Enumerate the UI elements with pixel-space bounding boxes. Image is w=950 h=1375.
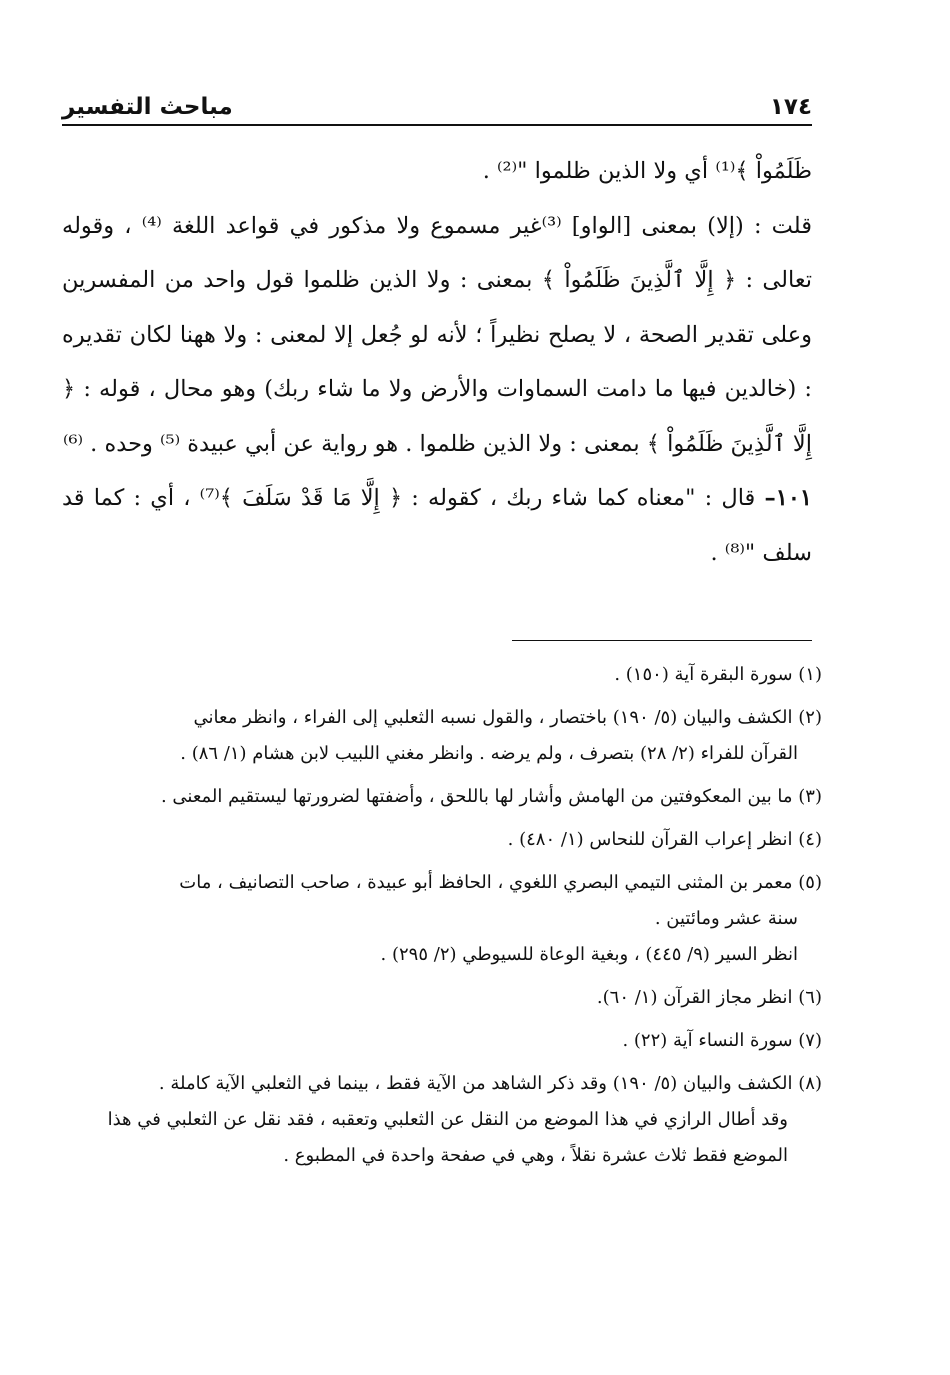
paragraph-101-text: قال : "معناه كما شاء ربك ، كقوله : ﴿ إِلَّا مَا قَدْ سَلَفَ ﴾⁽⁷⁾ ، أي : كما قد سلف "⁽⁸⁾ .	[62, 485, 812, 566]
paragraph-101	[62, 471, 812, 580]
footnote-2-line-2: القرآن للفراء (٢/ ٢٨) بتصرف ، ولم يرضه . وانظر مغني اللبيب لابن هشام (١/ ٨٦) .	[180, 743, 798, 764]
footnote-7: (٧) سورة النساء آية (٢٢) .	[622, 1030, 822, 1051]
main-text	[62, 144, 812, 580]
footnote-5-line-3: انظر السير (٩/ ٤٤٥) ، وبغية الوعاة للسيوطي (٢/ ٢٩٥) .	[380, 944, 798, 965]
footnote-5-line-2: سنة عشر ومائتين .	[654, 908, 798, 929]
footnote-1: (١) سورة البقرة آية (١٥٠) .	[614, 664, 822, 685]
footnote-5-line-1: (٥) معمر بن المثنى التيمي البصري اللغوي ، الحافظ أبو عبيدة ، صاحب التصانيف ، مات	[179, 872, 822, 893]
footnotes	[62, 657, 822, 1181]
paragraph-number: ١٠١–	[764, 485, 812, 511]
footnote-4: (٤) انظر إعراب القرآن للنحاس (١/ ٤٨٠) .	[507, 829, 822, 850]
footnote-separator	[512, 640, 812, 641]
footnote-8-line-3: الموضع فقط ثلاث عشرة نقلاً ، وهي في صفحة واحدة في المطبوع .	[283, 1145, 788, 1166]
footnote-3: (٣) ما بين المعكوفتين من الهامش وأشار لها باللحق ، وأضفتها لضرورتها ليستقيم المعنى .	[160, 786, 822, 807]
running-title: مباحث التفسير	[62, 94, 233, 120]
footnote-5	[62, 865, 822, 980]
text-line-continuation: ظَلَمُواْ ﴾⁽¹⁾ أي ولا الذين ظلموا "⁽²⁾ .	[482, 158, 812, 184]
footnote-8-line-1: (٨) الكشف والبيان (٥/ ١٩٠) وقد ذكر الشاهد من الآية فقط ، بينما في الثعلبي الآية كاملة .	[158, 1073, 822, 1094]
footnote-8	[62, 1066, 822, 1181]
footnote-8-line-2: وقد أطال الرازي في هذا الموضع من النقل عن الثعلبي وتعقبه ، فقد نقل عن الثعلبي في هذا	[107, 1109, 788, 1130]
page-header	[62, 80, 812, 126]
footnote-6: (٦) انظر مجاز القرآن (١/ ٦٠).	[596, 987, 822, 1008]
paragraph-commentary	[62, 199, 812, 472]
footnote-2-line-1: (٢) الكشف والبيان (٥/ ١٩٠) باختصار ، والقول نسبه الثعلبي إلى الفراء ، وانظر معاني	[193, 707, 822, 728]
paragraph-commentary-text: قلت : (إلا) بمعنى [الواو] ⁽³⁾غير مسموع ولا مذكور في قواعد اللغة ⁽⁴⁾ ، وقوله تعالى : ﴿ إِلَّا ٱلَّذِينَ ظَلَمُواْ ﴾ بمعنى : ولا الذين ظلموا قول واحد من المفسرين وعلى تقدير الصحة ، لا يصلح نظيراً ؛ لأنه لو جُعل إلا لمعنى : ولا ههنا لكان تقديره : (خالدين فيها ما دامت السماوات والأرض ولا ما شاء ربك) وهو محال ، قوله : ﴿ إِلَّا ٱلَّذِينَ ظَلَمُواْ ﴾ بمعنى : ولا الذين ظلموا . هو رواية عن أبي عبيدة ⁽⁵⁾ وحده . ⁽⁶⁾	[62, 212, 812, 457]
page-number: ١٧٤	[769, 94, 812, 120]
footnote-2	[62, 700, 822, 779]
